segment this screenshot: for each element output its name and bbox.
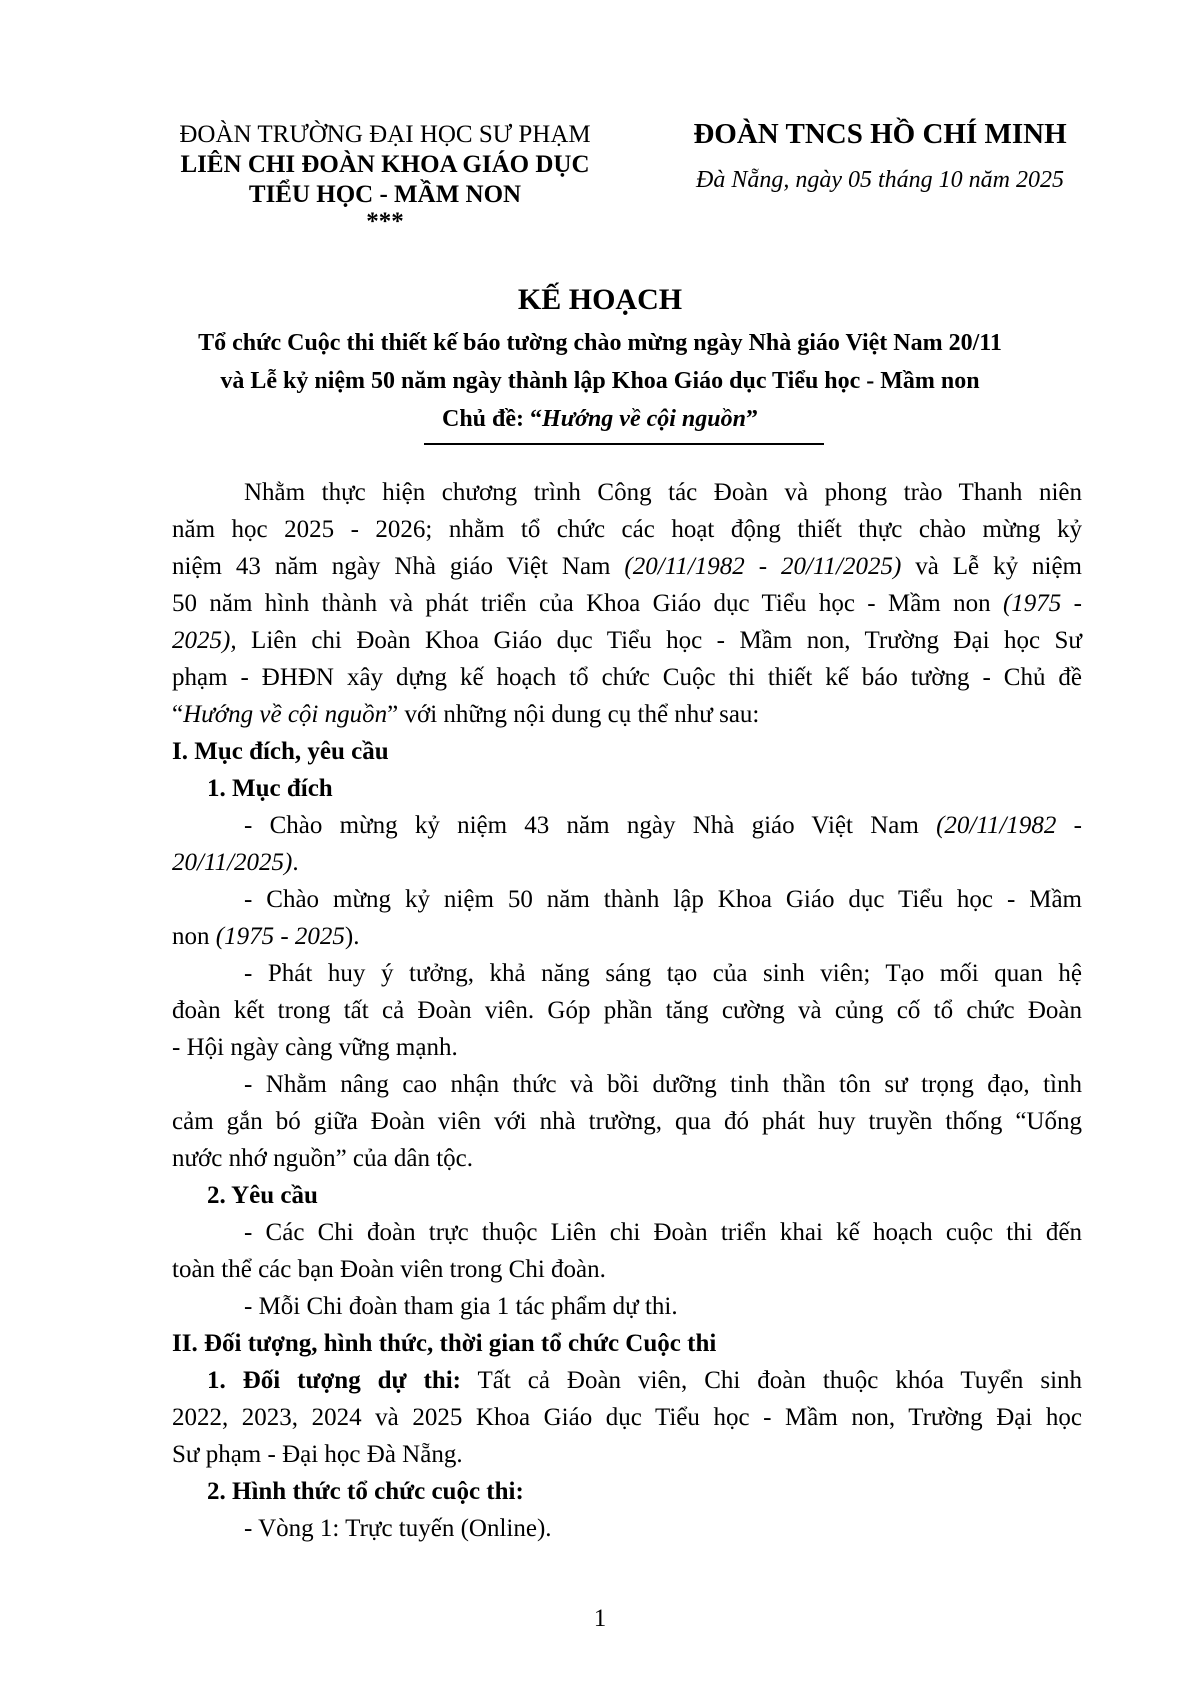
document-subtitle-line2: và Lễ kỷ niệm 50 năm ngày thành lập Khoa Giáo dục Tiểu học - Mầm non [220,368,980,394]
requirement-2: - Mỗi Chi đoàn tham gia 1 tác phẩm dự thi. [244,1293,678,1320]
document-theme [0,402,1200,436]
intro-line-7: “Hướng về cội nguồn” với những nội dung cụ thể như sau: [172,701,760,728]
section-2-heading: II. Đối tượng, hình thức, thời gian tổ chức Cuộc thi [172,1330,717,1357]
purpose-2-line-2: non (1975 - 2025). [172,923,360,950]
purpose-3-line-1: - Phát huy ý tưởng, khả năng sáng tạo của sinh viên; Tạo mối quan hệ [244,960,1082,987]
section-1-sub-2-heading: 2. Yêu cầu [207,1182,318,1209]
document-title: KẾ HOẠCH [517,283,683,316]
participants-line-1: 1. Đối tượng dự thi: Tất cả Đoàn viên, Chi đoàn thuộc khóa Tuyển sinh [207,1367,1083,1394]
intro-line-3: niệm 43 năm ngày Nhà giáo Việt Nam (20/11/1982 - 20/11/2025) và Lễ kỷ niệm [172,553,1082,580]
purpose-4-line-1: - Nhằm nâng cao nhận thức và bồi dưỡng tinh thần tôn sư trọng đạo, tình [244,1071,1082,1098]
purpose-1-line-2: 20/11/2025). [172,849,299,876]
requirement-1-line-2: toàn thể các bạn Đoàn viên trong Chi đoàn. [172,1256,606,1283]
intro-line-4: 50 năm hình thành và phát triển của Khoa Giáo dục Tiểu học - Mầm non (1975 - [172,590,1082,617]
youth-union-name: ĐOÀN TNCS HỒ CHÍ MINH [693,118,1067,150]
document-subtitle-line1: Tổ chức Cuộc thi thiết kế báo tường chào mừng ngày Nhà giáo Việt Nam 20/11 [198,330,1002,356]
round-1: - Vòng 1: Trực tuyến (Online). [244,1515,552,1542]
intro-line-6: phạm - ĐHĐN xây dựng kế hoạch tổ chức Cuộc thi thiết kế báo tường - Chủ đề [172,664,1082,691]
faculty-union-name-line1: LIÊN CHI ĐOÀN KHOA GIÁO DỤC [180,151,590,178]
school-union-name: ĐOÀN TRƯỜNG ĐẠI HỌC SƯ PHẠM [179,121,591,148]
requirement-1-line-1: - Các Chi đoàn trực thuộc Liên chi Đoàn triển khai kế hoạch cuộc thi đến [244,1219,1082,1246]
purpose-3-line-3: - Hội ngày càng vững mạnh. [172,1034,458,1061]
theme-suffix: ” [745,406,758,432]
purpose-3-line-2: đoàn kết trong tất cả Đoàn viên. Góp phần tăng cường và củng cố tổ chức Đoàn [172,997,1082,1024]
purpose-1-line-1: - Chào mừng kỷ niệm 43 năm ngày Nhà giáo Việt Nam (20/11/1982 - [244,812,1082,839]
intro-line-1: Nhằm thực hiện chương trình Công tác Đoàn và phong trào Thanh niên [244,479,1082,506]
header-left [150,120,620,234]
section-1-sub-1-heading: 1. Mục đích [207,775,333,802]
section-2-sub-2-heading: 2. Hình thức tổ chức cuộc thi: [207,1478,524,1505]
purpose-4-line-2: cảm gắn bó giữa Đoàn viên với nhà trường, qua đó phát huy truyền thống “Uống [172,1108,1082,1135]
document-date: Đà Nẵng, ngày 05 tháng 10 năm 2025 [696,167,1064,193]
participants-line-3: Sư phạm - Đại học Đà Nẵng. [172,1441,463,1468]
theme-prefix: Chủ đề: “ [442,406,543,432]
intro-line-2: năm học 2025 - 2026; nhằm tổ chức các hoạt động thiết thực chào mừng kỷ [172,516,1082,543]
page-number: 1 [593,1605,607,1632]
participants-line-2: 2022, 2023, 2024 và 2025 Khoa Giáo dục Tiểu học - Mầm non, Trường Đại học [172,1404,1082,1431]
intro-line-5: 2025), Liên chi Đoàn Khoa Giáo dục Tiểu học - Mầm non, Trường Đại học Sư [172,627,1082,654]
section-1-heading: I. Mục đích, yêu cầu [172,738,389,765]
purpose-2-line-1: - Chào mừng kỷ niệm 50 năm thành lập Khoa Giáo dục Tiểu học - Mầm [244,886,1082,913]
purpose-4-line-3: nước nhớ nguồn” của dân tộc. [172,1145,474,1172]
header-right [660,115,1100,195]
faculty-union-name-line2: TIỂU HỌC - MẦM NON [248,181,522,208]
title-underline [424,443,824,445]
header-stars: *** [366,208,404,235]
theme-name: Hướng về cội nguồn [542,406,746,432]
